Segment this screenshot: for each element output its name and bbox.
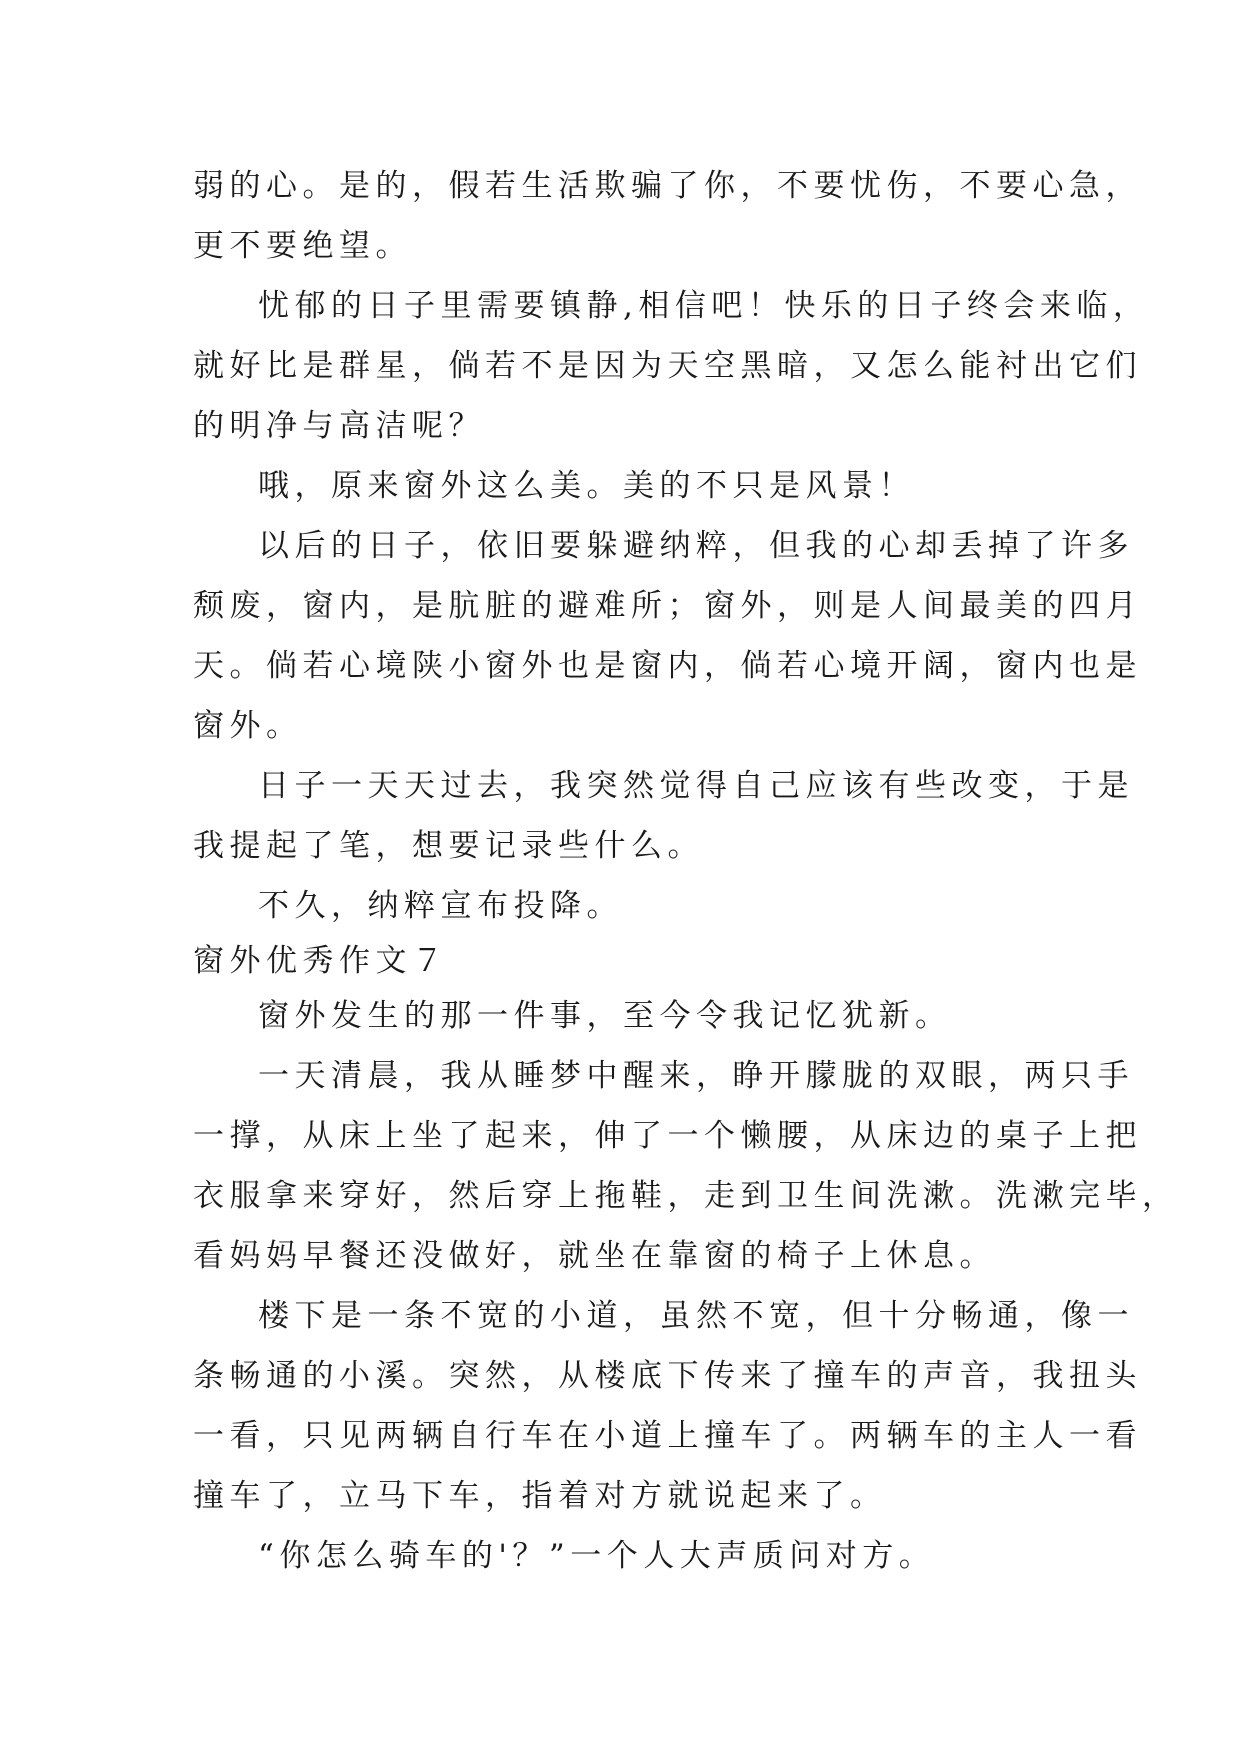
paragraph-start: 一天清晨，我从睡梦中醒来，睁开朦胧的双眼，两只手 [258, 1058, 1134, 1094]
text-line: 窗外。 [193, 708, 303, 744]
paragraph-start: 日子一天天过去，我突然觉得自己应该有些改变，于是 [258, 768, 1134, 804]
text-line: 一撑，从床上坐了起来，伸了一个懒腰，从床边的桌子上把 [193, 1118, 1142, 1154]
text-line: 天。倘若心境陕小窗外也是窗内，倘若心境开阔，窗内也是 [193, 648, 1142, 684]
text-line: 的明净与高洁呢？ [193, 408, 485, 444]
text-line: 条畅通的小溪。突然，从楼底下传来了撞车的声音，我扭头 [193, 1358, 1142, 1394]
paragraph-start: 哦，原来窗外这么美。美的不只是风景！ [258, 468, 915, 504]
text-line: 看妈妈早餐还没做好，就坐在靠窗的椅子上休息。 [193, 1238, 996, 1274]
text-line: 弱的心。是的，假若生活欺骗了你，不要忧伤，不要心急， [193, 168, 1142, 204]
text-line: 撞车了，立马下车，指着对方就说起来了。 [193, 1478, 887, 1514]
section-heading: 窗外优秀作文７ [193, 943, 449, 979]
paragraph-start: 楼下是一条不宽的小道，虽然不宽，但十分畅通，像一 [258, 1298, 1134, 1334]
paragraph-start: “你怎么骑车的'？”一个人大声质问对方。 [258, 1538, 936, 1574]
text-line: 衣服拿来穿好，然后穿上拖鞋，走到卫生间洗漱。洗漱完毕， [193, 1178, 1179, 1214]
text-line: 颓废，窗内，是肮脏的避难所；窗外，则是人间最美的四月 [193, 588, 1142, 624]
paragraph-start: 窗外发生的那一件事，至今令我记忆犹新。 [258, 998, 952, 1034]
text-line: 更不要绝望。 [193, 228, 412, 264]
paragraph-start: 不久，纳粹宣布投降。 [258, 888, 623, 924]
paragraph-start: 忧郁的日子里需要镇静,相信吧！快乐的日子终会来临， [258, 288, 1150, 324]
paragraph-start: 以后的日子，依旧要躲避纳粹，但我的心却丢掉了许多 [258, 528, 1134, 564]
text-line: 就好比是群星，倘若不是因为天空黑暗，又怎么能衬出它们 [193, 348, 1142, 384]
text-line: 一看，只见两辆自行车在小道上撞车了。两辆车的主人一看 [193, 1418, 1142, 1454]
text-line: 我提起了笔，想要记录些什么。 [193, 828, 704, 864]
